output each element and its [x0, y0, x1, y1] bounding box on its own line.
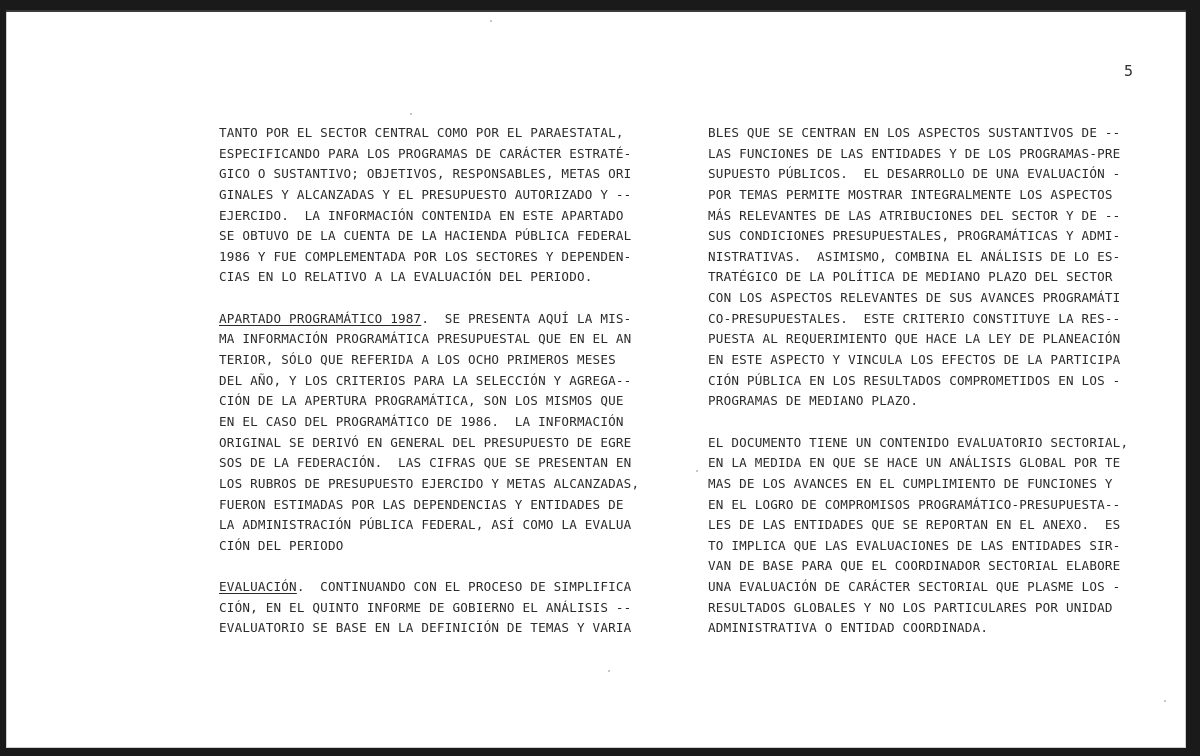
left-column	[219, 123, 659, 639]
text-line: CIÓN DEL PERIODO	[219, 537, 344, 553]
section-heading: EVALUACIÓN	[219, 579, 297, 595]
text-line: PUESTA AL REQUERIMIENTO QUE HACE LA LEY DE PLANEACIÓN	[708, 331, 1121, 347]
scan-speck	[410, 113, 412, 115]
text-line: SUPUESTO PÚBLICOS. EL DESARROLLO DE UNA EVALUACIÓN -	[708, 166, 1121, 182]
text-line: PROGRAMAS DE MEDIANO PLAZO.	[708, 393, 919, 409]
text-line: EJERCIDO. LA INFORMACIÓN CONTENIDA EN ESTE APARTADO	[219, 207, 624, 223]
paragraph	[219, 577, 659, 639]
text-line: SUS CONDICIONES PRESUPUESTALES, PROGRAMÁTICAS Y ADMI-	[708, 228, 1121, 244]
text-line: ORIGINAL SE DERIVÓ EN GENERAL DEL PRESUPUESTO DE EGRE	[219, 434, 632, 450]
text-line-rest: . CONTINUANDO CON EL PROCESO DE SIMPLIFICA	[296, 579, 632, 595]
text-line: EN LA MEDIDA EN QUE SE HACE UN ANÁLISIS GLOBAL POR TE	[708, 455, 1121, 471]
text-line: POR TEMAS PERMITE MOSTRAR INTEGRALMENTE LOS ASPECTOS	[708, 186, 1113, 202]
text-line: BLES QUE SE CENTRAN EN LOS ASPECTOS SUSTANTIVOS DE --	[708, 125, 1121, 140]
scan-speck	[1164, 700, 1166, 702]
text-line	[219, 309, 659, 330]
text-line: TO IMPLICA QUE LAS EVALUACIONES DE LAS ENTIDADES SIR-	[708, 537, 1121, 553]
text-line: MA INFORMACIÓN PROGRAMÁTICA PRESUPUESTAL QUE EN EL AN	[219, 331, 632, 347]
text-line: LAS FUNCIONES DE LAS ENTIDADES Y DE LOS PROGRAMAS-PRE	[708, 145, 1121, 161]
text-line-rest: . SE PRESENTA AQUÍ LA MIS-	[421, 310, 632, 326]
text-line: CIÓN DE LA APERTURA PROGRAMÁTICA, SON LOS MISMOS QUE	[219, 393, 624, 409]
text-line: VAN DE BASE PARA QUE EL COORDINADOR SECTORIAL ELABORE	[708, 558, 1121, 574]
text-line: CO-PRESUPUESTALES. ESTE CRITERIO CONSTITUYE LA RES--	[708, 310, 1121, 326]
scan-speck	[490, 20, 492, 22]
text-line: LOS RUBROS DE PRESUPUESTO EJERCIDO Y METAS ALCANZADAS,	[219, 475, 640, 491]
scan-speck	[608, 670, 610, 672]
text-line: FUERON ESTIMADAS POR LAS DEPENDENCIAS Y ENTIDADES DE	[219, 496, 624, 512]
right-column	[708, 123, 1153, 639]
text-line: LES DE LAS ENTIDADES QUE SE REPORTAN EN EL ANEXO. ES	[708, 517, 1121, 533]
text-line: EN ESTE ASPECTO Y VINCULA LOS EFECTOS DE LA PARTICIPA	[708, 352, 1121, 368]
paragraph	[219, 309, 659, 557]
text-line: 1986 Y FUE COMPLEMENTADA POR LOS SECTORES Y DEPENDEN-	[219, 248, 632, 264]
text-line	[219, 577, 659, 598]
text-line: SOS DE LA FEDERACIÓN. LAS CIFRAS QUE SE PRESENTAN EN	[219, 455, 632, 471]
text-line: EVALUATORIO SE BASE EN LA DEFINICIÓN DE TEMAS Y VARIA	[219, 620, 632, 636]
text-line: TERIOR, SÓLO QUE REFERIDA A LOS OCHO PRIMEROS MESES	[219, 352, 616, 368]
paragraph	[708, 433, 1153, 639]
text-line: ADMINISTRATIVA O ENTIDAD COORDINADA.	[708, 620, 989, 636]
text-line: CIÓN, EN EL QUINTO INFORME DE GOBIERNO EL ANÁLISIS --	[219, 599, 632, 615]
text-line: DEL AÑO, Y LOS CRITERIOS PARA LA SELECCIÓN Y AGREGA--	[219, 372, 632, 388]
text-line: CON LOS ASPECTOS RELEVANTES DE SUS AVANCES PROGRAMÁTI	[708, 290, 1121, 306]
text-line: TRATÉGICO DE LA POLÍTICA DE MEDIANO PLAZO DEL SECTOR	[708, 269, 1113, 285]
text-line: GICO O SUSTANTIVO; OBJETIVOS, RESPONSABLES, METAS ORI	[219, 166, 632, 182]
text-line: EL DOCUMENTO TIENE UN CONTENIDO EVALUATORIO SECTORIAL,	[708, 434, 1129, 450]
page-number: 5	[1124, 62, 1134, 80]
text-line: LA ADMINISTRACIÓN PÚBLICA FEDERAL, ASÍ COMO LA EVALUA	[219, 517, 632, 533]
text-line: CIAS EN LO RELATIVO A LA EVALUACIÓN DEL PERIODO.	[219, 269, 593, 285]
document-page	[6, 10, 1186, 748]
text-line: ESPECIFICANDO PARA LOS PROGRAMAS DE CARÁCTER ESTRATÉ-	[219, 145, 632, 161]
text-line: CIÓN PÚBLICA EN LOS RESULTADOS COMPROMETIDOS EN LOS -	[708, 372, 1121, 388]
text-line: GINALES Y ALCANZADAS Y EL PRESUPUESTO AUTORIZADO Y --	[219, 186, 632, 202]
scan-speck	[696, 470, 698, 472]
text-line: UNA EVALUACIÓN DE CARÁCTER SECTORIAL QUE PLASME LOS -	[708, 579, 1121, 595]
text-line: SE OBTUVO DE LA CUENTA DE LA HACIENDA PÚBLICA FEDERAL	[219, 228, 632, 244]
paragraph	[219, 123, 659, 288]
text-line: EN EL CASO DEL PROGRAMÁTICO DE 1986. LA INFORMACIÓN	[219, 413, 624, 429]
text-line: RESULTADOS GLOBALES Y NO LOS PARTICULARES POR UNIDAD	[708, 599, 1113, 615]
text-line: TANTO POR EL SECTOR CENTRAL COMO POR EL PARAESTATAL,	[219, 125, 624, 140]
paragraph	[708, 123, 1153, 412]
section-heading: APARTADO PROGRAMÁTICO 1987	[219, 310, 422, 326]
text-line: MÁS RELEVANTES DE LAS ATRIBUCIONES DEL SECTOR Y DE --	[708, 207, 1121, 223]
text-line: MAS DE LOS AVANCES EN EL CUMPLIMIENTO DE FUNCIONES Y	[708, 475, 1113, 491]
text-line: NISTRATIVAS. ASIMISMO, COMBINA EL ANÁLISIS DE LO ES-	[708, 248, 1121, 264]
text-line: EN EL LOGRO DE COMPROMISOS PROGRAMÁTICO-PRESUPUESTA--	[708, 496, 1121, 512]
